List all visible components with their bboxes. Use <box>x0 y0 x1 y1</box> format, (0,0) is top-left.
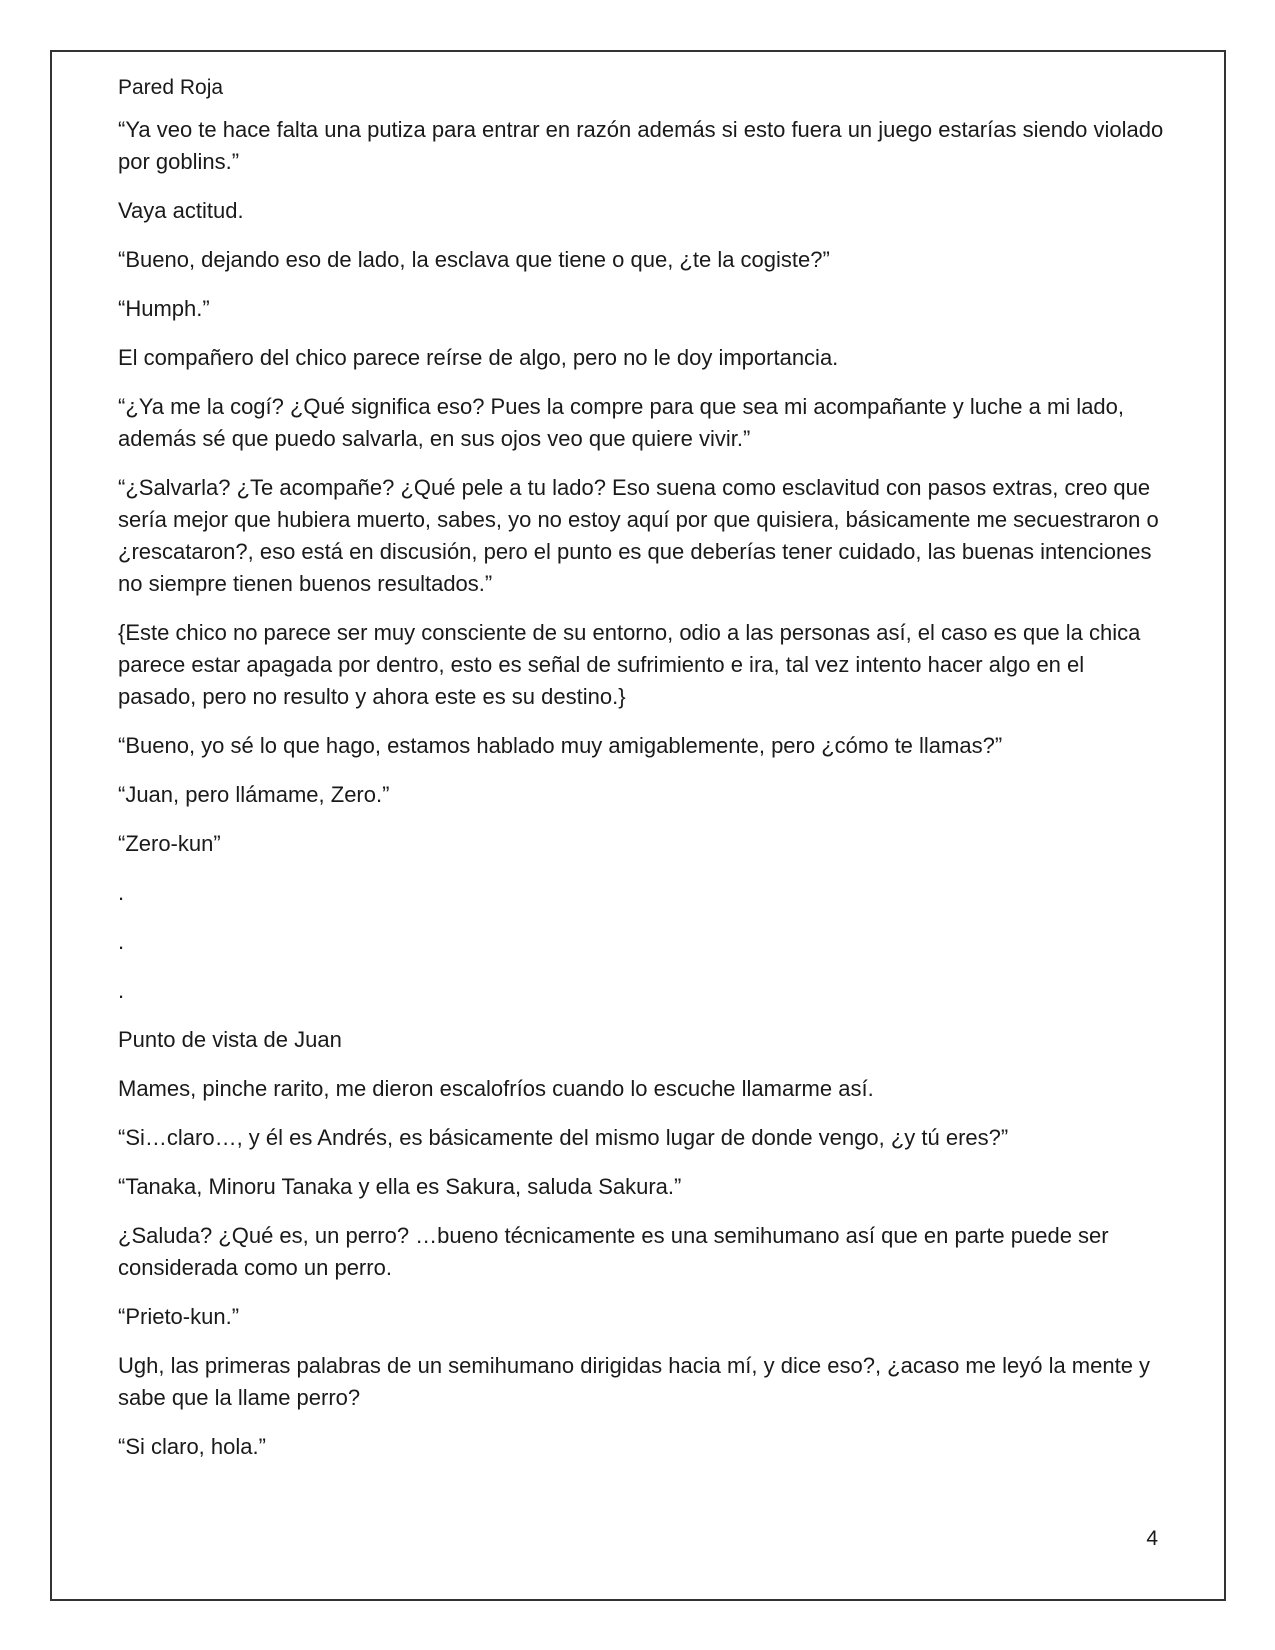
scene-break-dot: . <box>118 929 125 954</box>
paragraph: “Humph.” <box>118 296 210 321</box>
paragraph: “Tanaka, Minoru Tanaka y ella es Sakura, saluda Sakura.” <box>118 1174 682 1199</box>
page-number: 4 <box>1146 1527 1158 1550</box>
paragraph: “Bueno, yo sé lo que hago, estamos hablado muy amigablemente, pero ¿cómo te llamas?” <box>118 733 1003 758</box>
paragraph: “Si claro, hola.” <box>118 1434 266 1459</box>
paragraph: Ugh, las primeras palabras de un semihumano dirigidas hacia mí, y dice eso?, ¿acaso me leyó la mente y sabe que la llame perro? <box>118 1353 1157 1410</box>
paragraph: “Si…claro…, y él es Andrés, es básicamente del mismo lugar de donde vengo, ¿y tú eres?” <box>118 1125 1009 1150</box>
section-heading: Punto de vista de Juan <box>118 1027 342 1052</box>
scene-break-dot: . <box>118 880 125 905</box>
paragraph: “Ya veo te hace falta una putiza para entrar en razón además si esto fuera un juego estarías siendo violado por goblins.” <box>118 117 1170 174</box>
scene-break-dot: . <box>118 978 125 1003</box>
paragraph: “Juan, pero llámame, Zero.” <box>118 782 390 807</box>
paragraph: Mames, pinche rarito, me dieron escalofríos cuando lo escuche llamarme así. <box>118 1076 874 1101</box>
paragraph: Vaya actitud. <box>118 198 244 223</box>
paragraph: “¿Ya me la cogí? ¿Qué significa eso? Pues la compre para que sea mi acompañante y luche a mi lado, además sé que puedo salvarla, en sus ojos veo que quiere vivir.” <box>118 394 1131 451</box>
document-header-title: Pared Roja <box>118 76 224 99</box>
paragraph: El compañero del chico parece reírse de algo, pero no le doy importancia. <box>118 345 839 370</box>
paragraph: {Este chico no parece ser muy consciente de su entorno, odio a las personas así, el caso es que la chica parece estar apagada por dentro, esto es señal de sufrimiento e ira, tal vez intento hacer algo en el pasado, pero no resulto y ahora este es su destino.} <box>118 620 1147 709</box>
paragraph: ¿Saluda? ¿Qué es, un perro? …bueno técnicamente es una semihumano así que en parte puede ser considerada como un perro. <box>118 1223 1115 1280</box>
paragraph: “Bueno, dejando eso de lado, la esclava que tiene o que, ¿te la cogiste?” <box>118 247 830 272</box>
document-body <box>118 114 1168 1480</box>
paragraph: “Zero-kun” <box>118 831 221 856</box>
paragraph: “¿Salvarla? ¿Te acompañe? ¿Qué pele a tu lado? Eso suena como esclavitud con pasos extras, creo que sería mejor que hubiera muerto, sabes, yo no estoy aquí por que quisiera, básicamente me secuestraron o ¿rescataron?, eso está en discusión, pero el punto es que deberías tener cuidado, las buenas intenciones no siempre tienen buenos resultados.” <box>118 475 1165 596</box>
paragraph: “Prieto-kun.” <box>118 1304 240 1329</box>
